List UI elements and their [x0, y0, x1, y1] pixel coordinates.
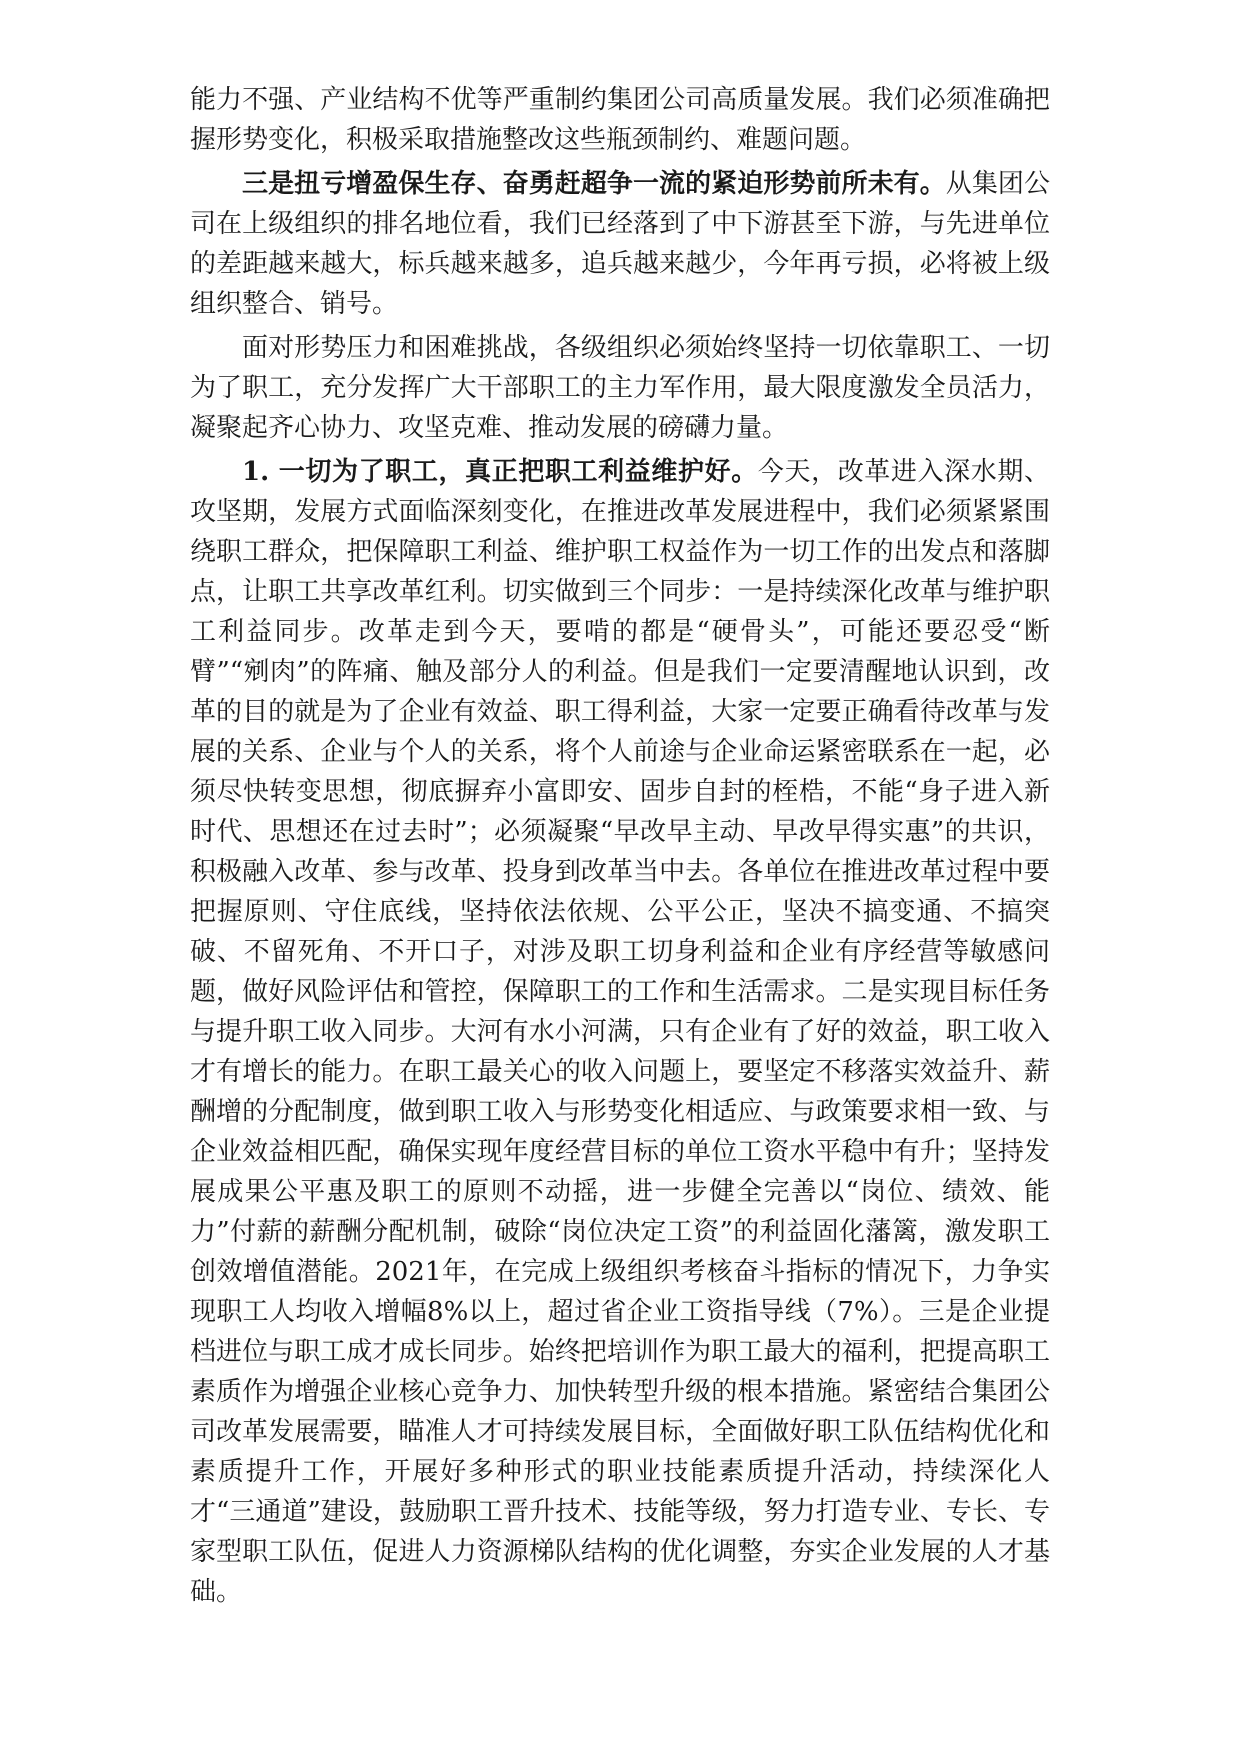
paragraph-1-text: 能力不强、产业结构不优等严重制约集团公司高质量发展。我们必须准确把握形势变化，积极采取措施整改这些瓶颈制约、难题问题。 [190, 85, 1050, 155]
paragraph-1 [190, 80, 1050, 160]
document-page [190, 80, 1050, 1616]
paragraph-3-text: 面对形势压力和困难挑战，各级组织必须始终坚持一切依靠职工、一切为了职工，充分发挥广大干部职工的主力军作用，最大限度激发全员活力，凝聚起齐心协力、攻坚克难、推动发展的磅礴力量。 [190, 333, 1050, 443]
paragraph-4 [190, 452, 1050, 1612]
paragraph-2-text: 从集团公司在上级组织的排名地位看，我们已经落到了中下游甚至下游，与先进单位的差距越来越大，标兵越来越多，追兵越来越少，今年再亏损，必将被上级组织整合、销号。 [190, 169, 1050, 319]
paragraph-2-lead: 三是扭亏增盈保生存、奋勇赶超争一流的紧迫形势前所未有。 [242, 169, 946, 199]
paragraph-4-lead: 1. 一切为了职工，真正把职工利益维护好。 [242, 457, 758, 487]
paragraph-3 [190, 328, 1050, 448]
paragraph-2 [190, 164, 1050, 324]
paragraph-4-text: 今天，改革进入深水期、攻坚期，发展方式面临深刻变化，在推进改革发展进程中，我们必须紧紧围绕职工群众，把保障职工利益、维护职工权益作为一切工作的出发点和落脚点，让职工共享改革红利。切实做到三个同步：一是持续深化改革与维护职工利益同步。改革走到今天，要啃的都是“硬骨头”，可能还要忍受“断臂”“剜肉”的阵痛、触及部分人的利益。但是我们一定要清醒地认识到，改革的目的就是为了企业有效益、职工得利益，大家一定要正确看待改革与发展的关系、企业与个人的关系，将个人前途与企业命运紧密联系在一起，必须尽快转变思想，彻底摒弃小富即安、固步自封的桎梏，不能“身子进入新时代、思想还在过去时”；必须凝聚“早改早主动、早改早得实惠”的共识，积极融入改革、参与改革、投身到改革当中去。各单位在推进改革过程中要把握原则、守住底线，坚持依法依规、公平公正，坚决不搞变通、不搞突破、不留死角、不开口子，对涉及职工切身利益和企业有序经营等敏感问题，做好风险评估和管控，保障职工的工作和生活需求。二是实现目标任务与提升职工收入同步。大河有水小河满，只有企业有了好的效益，职工收入才有增长的能力。在职工最关心的收入问题上，要坚定不移落实效益升、薪酬增的分配制度，做到职工收入与形势变化相适应、与政策要求相一致、与企业效益相匹配，确保实现年度经营目标的单位工资水平稳中有升；坚持发展成果公平惠及职工的原则不动摇，进一步健全完善以“岗位、绩效、能力”付薪的薪酬分配机制，破除“岗位决定工资”的利益固化藩篱，激发职工创效增值潜能。2021年，在完成上级组织考核奋斗指标的情况下，力争实现职工人均收入增幅8%以上，超过省企业工资指导线（7%）。三是企业提档进位与职工成才成长同步。始终把培训作为职工最大的福利，把提高职工素质作为增强企业核心竞争力、加快转型升级的根本措施。紧密结合集团公司改革发展需要，瞄准人才可持续发展目标，全面做好职工队伍结构优化和素质提升工作，开展好多种形式的职业技能素质提升活动，持续深化人才“三通道”建设，鼓励职工晋升技术、技能等级，努力打造专业、专长、专家型职工队伍，促进人力资源梯队结构的优化调整，夯实企业发展的人才基础。 [190, 457, 1050, 1607]
